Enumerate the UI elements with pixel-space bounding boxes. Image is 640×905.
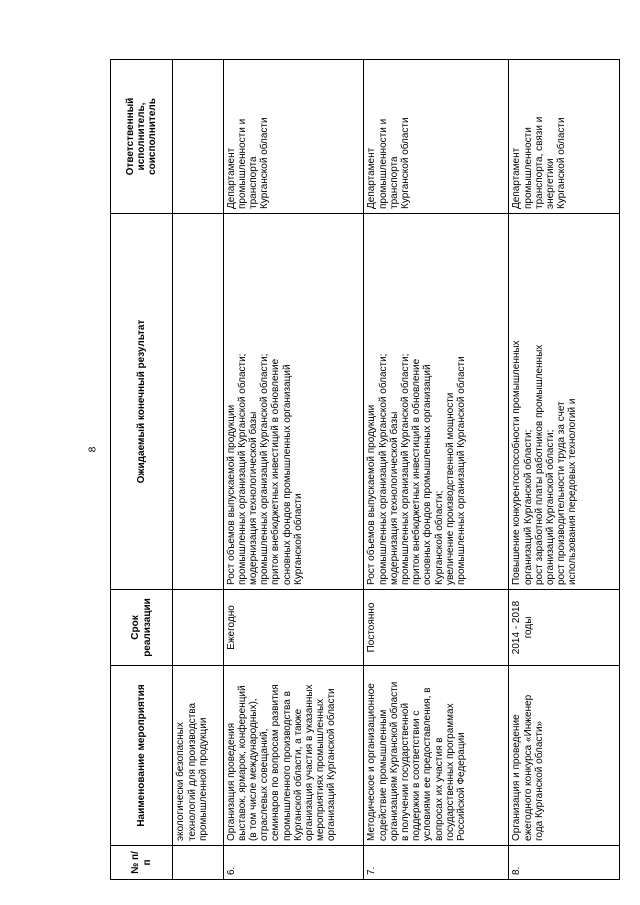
text-line: рост производительности труда за счет <box>556 401 568 585</box>
text-line: использования передовых технологий и <box>567 398 579 585</box>
text-line: Рост объемов выпускаемой продукции <box>225 404 237 585</box>
table-row <box>364 60 509 880</box>
text-line: промышленных организаций Курганской области; <box>400 353 412 585</box>
text-line: промышленности <box>522 127 534 209</box>
rotated-table-wrapper <box>110 60 620 880</box>
cell-name <box>223 666 364 846</box>
text-line: в получении государственной <box>400 702 412 841</box>
header-responsible: Ответственный исполнитель, соисполнитель <box>111 60 173 214</box>
text-line: Методическое и организационное <box>366 683 378 841</box>
header-num: № п/п <box>111 846 173 880</box>
table-row <box>173 60 223 880</box>
text-line: Рост объемов выпускаемой продукции <box>366 404 378 585</box>
text-line: Курганской области <box>400 117 412 209</box>
text-line: приток внебюджетных инвестиций в обновление <box>270 358 282 585</box>
cell-result <box>173 214 223 590</box>
text-line: Департамент <box>225 147 237 209</box>
cell-result <box>223 214 364 590</box>
text-line: Курганской области, а также <box>292 708 304 841</box>
text-line: основных фондов промышленных организаций <box>281 364 293 585</box>
text-line: энергетики <box>544 158 556 209</box>
text-line: ежегодного конкурса «Инженер <box>522 694 534 841</box>
text-line: семинаров по вопросам развития <box>270 684 282 841</box>
cell-num: 7. <box>364 846 509 880</box>
text-line: содействие промышленным <box>377 709 389 841</box>
page-number: 8 <box>87 446 99 453</box>
measures-table <box>110 59 620 880</box>
text-line: экологически безопасных <box>175 722 187 841</box>
text-line: рост заработной платы работников промышленных <box>533 344 545 585</box>
text-line: промышленной продукции <box>197 717 209 841</box>
header-name: Наименование мероприятия <box>111 666 173 846</box>
text-line: отраслевых совещаний, <box>259 728 271 841</box>
header-term: Срок реализации <box>111 590 173 666</box>
text-line: вопросах их участия в <box>433 737 445 841</box>
cell-num: 8. <box>509 846 620 880</box>
text-line: Курганской области; <box>433 490 445 585</box>
cell-result <box>364 214 509 590</box>
text-line: Курганской области <box>259 117 271 209</box>
cell-name <box>173 666 223 846</box>
text-line: промышленности и <box>236 118 248 209</box>
text-line: Курганской области <box>292 493 304 585</box>
cell-term: 2014 - 2018 годы <box>509 590 620 666</box>
text-line: организаций Курганской области <box>326 688 338 841</box>
text-line: условиями ее предоставления, в <box>422 687 434 841</box>
cell-num: 6. <box>223 846 364 880</box>
text-line: транспорта, связи и <box>533 116 545 209</box>
header-result: Ожидаемый конечный результат <box>111 214 173 590</box>
text-line: транспорта <box>388 156 400 209</box>
text-line: увеличение производственной мощности <box>444 392 456 585</box>
text-line: мероприятиях промышленных <box>315 698 327 841</box>
cell-num <box>173 846 223 880</box>
text-line: промышленных организаций Курганской области; <box>259 353 271 585</box>
cell-responsible <box>364 60 509 214</box>
text-line: транспорта <box>248 156 260 209</box>
cell-term <box>173 590 223 666</box>
text-line: года Курганской области» <box>533 720 545 841</box>
text-line: Департамент <box>511 147 523 209</box>
cell-result <box>509 214 620 590</box>
text-line: поддержки в соответствии с <box>411 710 423 841</box>
text-line: приток внебюджетных инвестиций в обновление <box>411 358 423 585</box>
text-line: промышленных организаций Курганской области; <box>377 353 389 585</box>
text-line: Организация проведения <box>225 722 237 841</box>
text-line: Повышение конкурентоспособности промышленных <box>511 340 523 585</box>
table-row <box>509 60 620 880</box>
table-header-row <box>111 60 173 880</box>
text-line: промышленных организаций Курганской области; <box>236 353 248 585</box>
text-line: Курганской области <box>556 117 568 209</box>
text-line: промышленных организаций Курганской области <box>455 356 467 585</box>
text-line: организаций Курганской области; <box>544 429 556 585</box>
text-line: выставок, ярмарок, конференций <box>236 685 248 841</box>
text-line: основных фондов промышленных организаций <box>422 364 434 585</box>
text-line: промышленности и <box>377 118 389 209</box>
text-line: организаций Курганской области; <box>522 429 534 585</box>
cell-term: Ежегодно <box>223 590 364 666</box>
text-line: Департамент <box>366 147 378 209</box>
text-line: организациям Курганской области <box>388 681 400 841</box>
cell-responsible <box>223 60 364 214</box>
text-line: Российской Федерации <box>455 732 467 841</box>
text-line: модернизация технологической базы <box>388 411 400 585</box>
table-row <box>223 60 364 880</box>
text-line: модернизация технологической базы <box>248 411 260 585</box>
text-line: технологий для производства <box>186 702 198 841</box>
text-line: (в том числе международных), <box>248 698 260 841</box>
text-line: промышленного производства в <box>281 691 293 841</box>
cell-responsible <box>509 60 620 214</box>
text-line: организация участия в указанных <box>303 684 315 841</box>
cell-responsible <box>173 60 223 214</box>
cell-term: Постоянно <box>364 590 509 666</box>
cell-name <box>364 666 509 846</box>
text-line: Организация и проведение <box>511 714 523 841</box>
text-line: государственных программах <box>444 703 456 841</box>
cell-name <box>509 666 620 846</box>
